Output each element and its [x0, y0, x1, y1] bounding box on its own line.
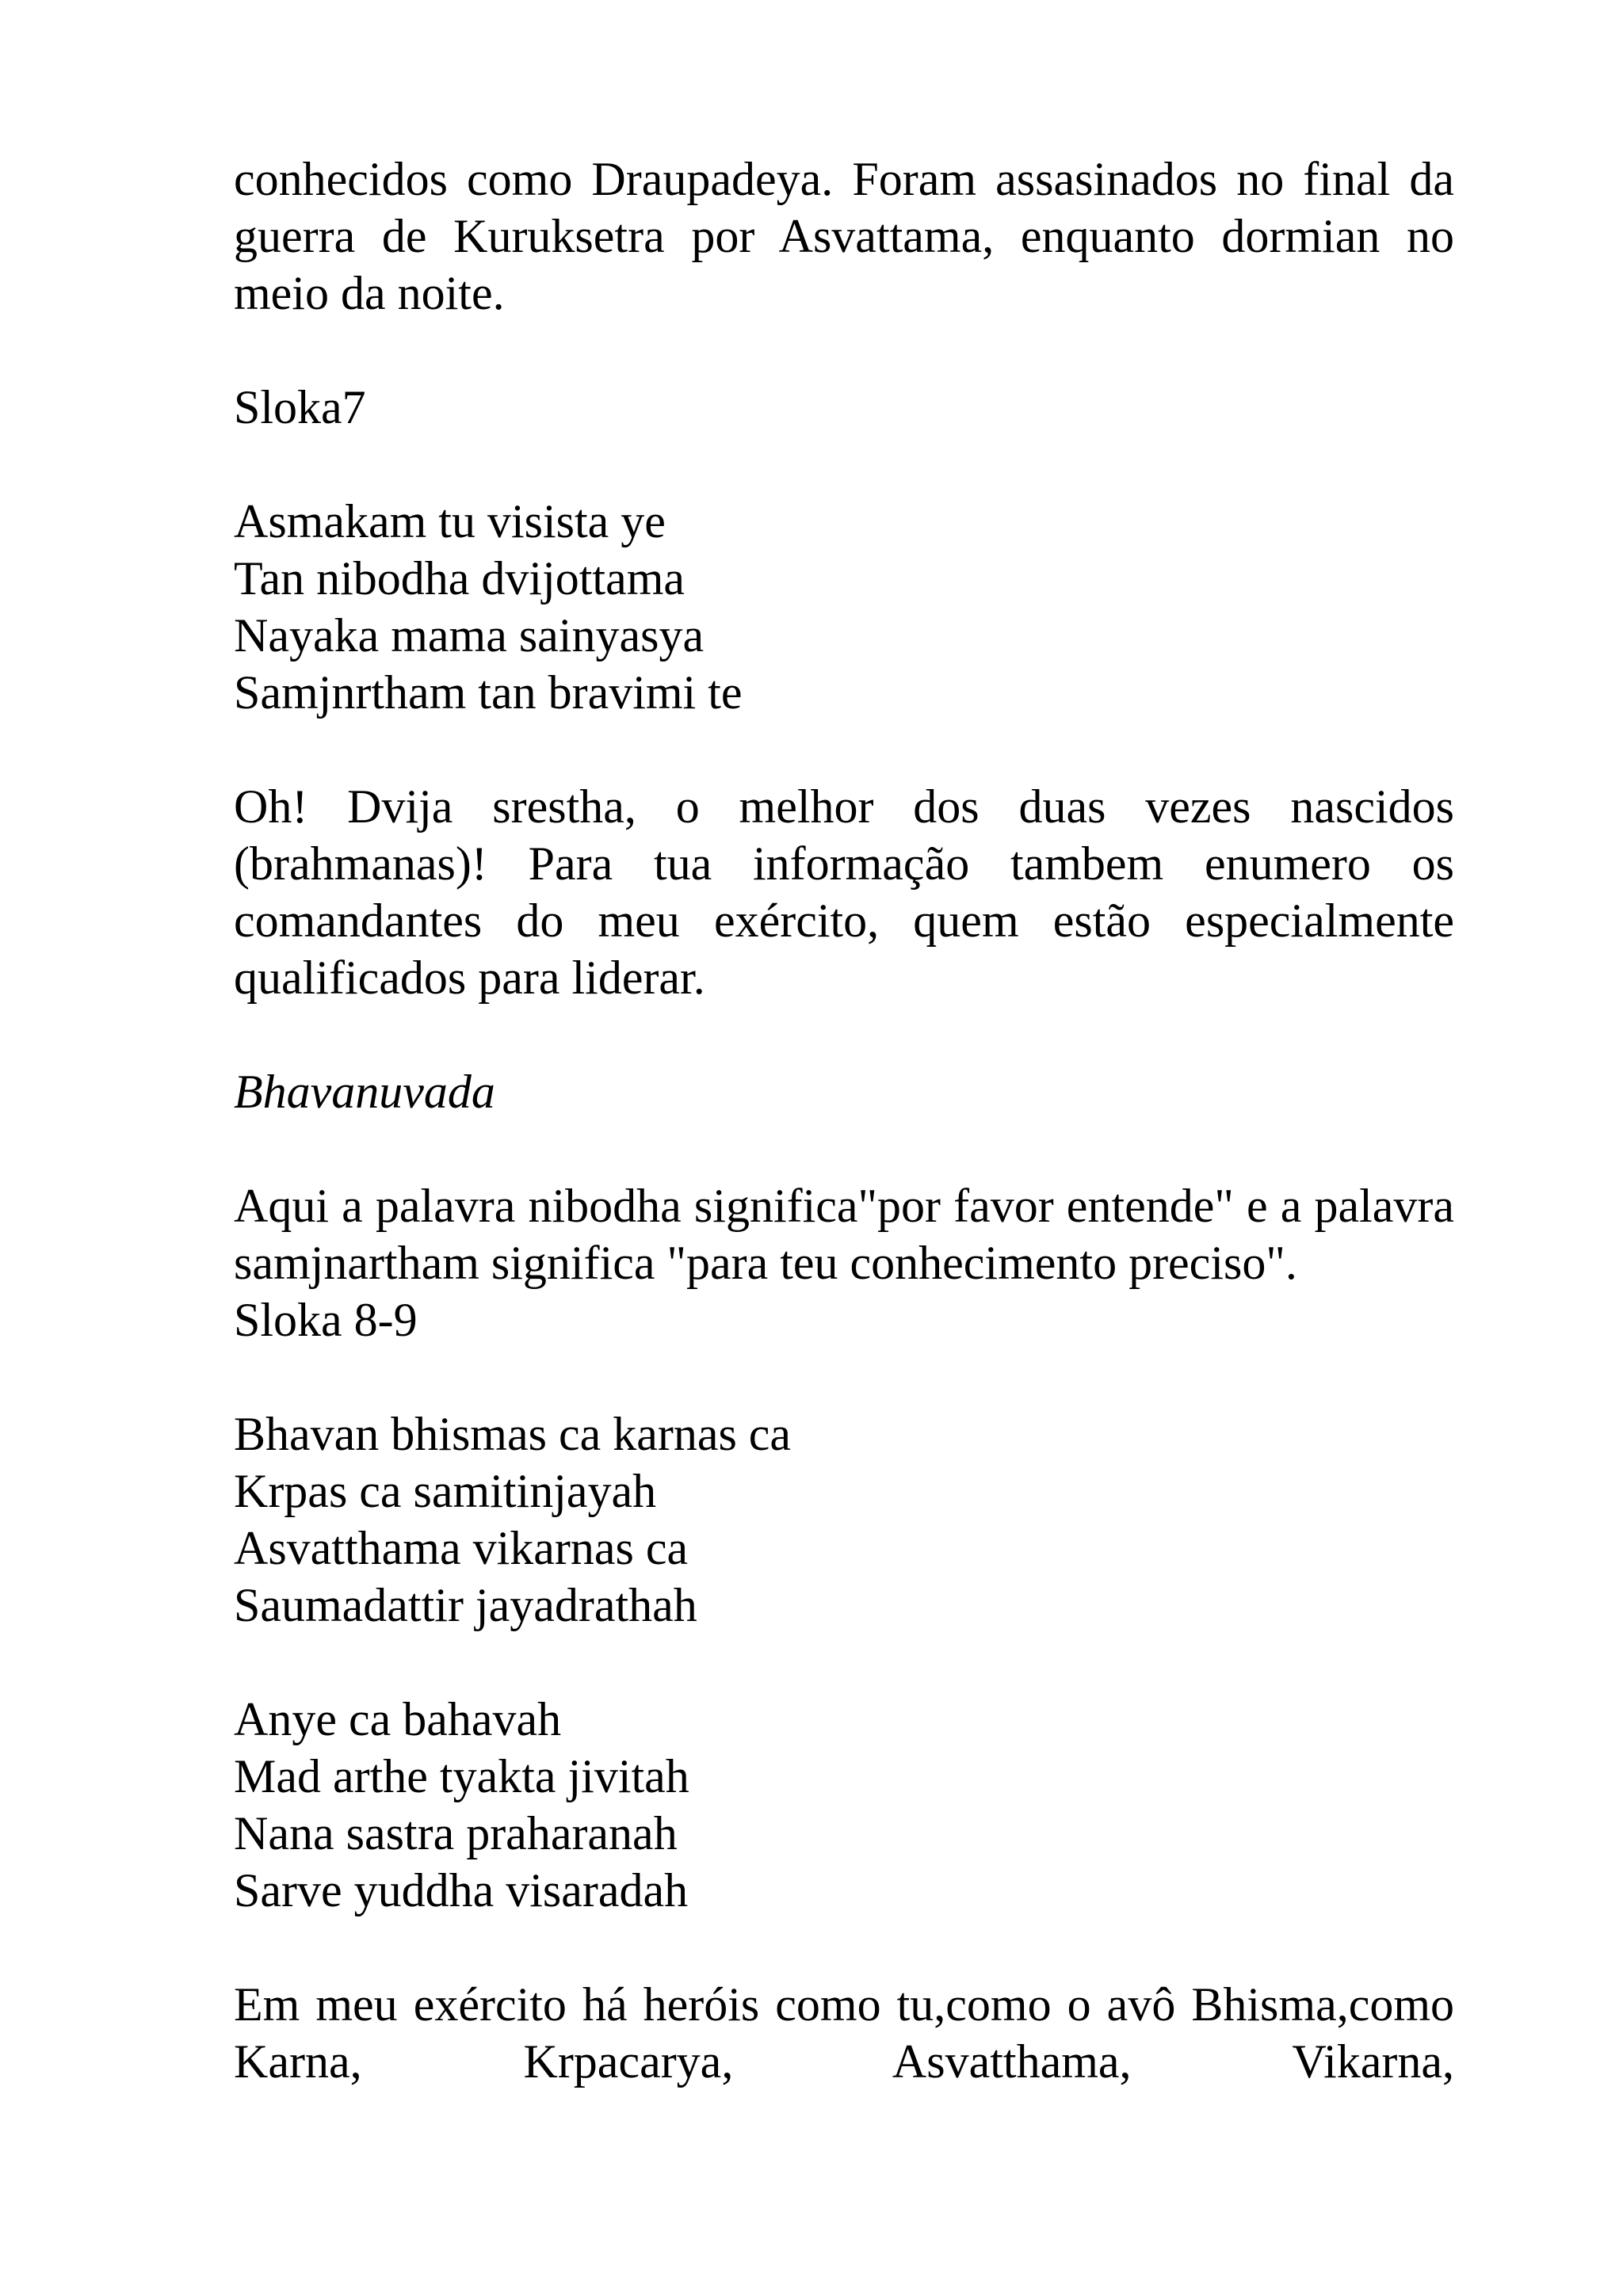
verse-line: Anye ca bahavah: [234, 1693, 562, 1745]
spacer: [234, 436, 1454, 493]
verse-line: Samjnrtham tan bravimi te: [234, 666, 743, 719]
sloka-7-heading: Sloka7: [234, 381, 366, 433]
verse-line: Asvatthama vikarnas ca: [234, 1522, 689, 1574]
intro-paragraph: conhecidos como Draupadeya. Foram assasinados no final da guerra de Kuruksetra por Asvattama, enquanto dormian no meio da noite.: [234, 153, 1454, 319]
sloka-8-9-verse-a: [234, 1405, 1454, 1634]
spacer: [234, 1006, 1454, 1063]
spacer: [234, 1120, 1454, 1177]
verse-line: Nana sastra praharanah: [234, 1807, 678, 1859]
bhavanuvada-heading: Bhavanuvada: [234, 1066, 495, 1118]
sloka-8-9-heading: Sloka 8-9: [234, 1294, 418, 1346]
sloka-7-verse: [234, 493, 1454, 721]
spacer: [234, 322, 1454, 379]
spacer: [234, 1634, 1454, 1691]
verse-line: Mad arthe tyakta jivitah: [234, 1750, 689, 1802]
sloka-8-9-verse-b: [234, 1691, 1454, 1919]
spacer: [234, 1919, 1454, 1976]
bhavanuvada-paragraph: Aqui a palavra nibodha significa"por favor entende" e a palavra samjnartham significa "para teu conhecimento preciso".: [234, 1180, 1454, 1289]
verse-line: Nayaka mama sainyasya: [234, 609, 705, 662]
sloka-8-9-translation: Em meu exército há heróis como tu,como o avô Bhisma,como Karna, Krpacarya, Asvatthama, Vikarna,: [234, 1978, 1454, 2088]
verse-line: Saumadattir jayadrathah: [234, 1579, 697, 1631]
document-page: [234, 151, 1454, 2090]
verse-line: Krpas ca samitinjayah: [234, 1465, 657, 1517]
spacer: [234, 1348, 1454, 1405]
spacer: [234, 721, 1454, 778]
verse-line: Bhavan bhismas ca karnas ca: [234, 1408, 792, 1460]
sloka-7-translation: Oh! Dvija srestha, o melhor dos duas vezes nascidos (brahmanas)! Para tua informação tambem enumero os comandantes do meu exército, quem estão especialmente qualificados para liderar.: [234, 780, 1454, 1004]
verse-line: Sarve yuddha visaradah: [234, 1864, 689, 1917]
verse-line: Asmakam tu visista ye: [234, 495, 666, 547]
verse-line: Tan nibodha dvijottama: [234, 552, 685, 605]
